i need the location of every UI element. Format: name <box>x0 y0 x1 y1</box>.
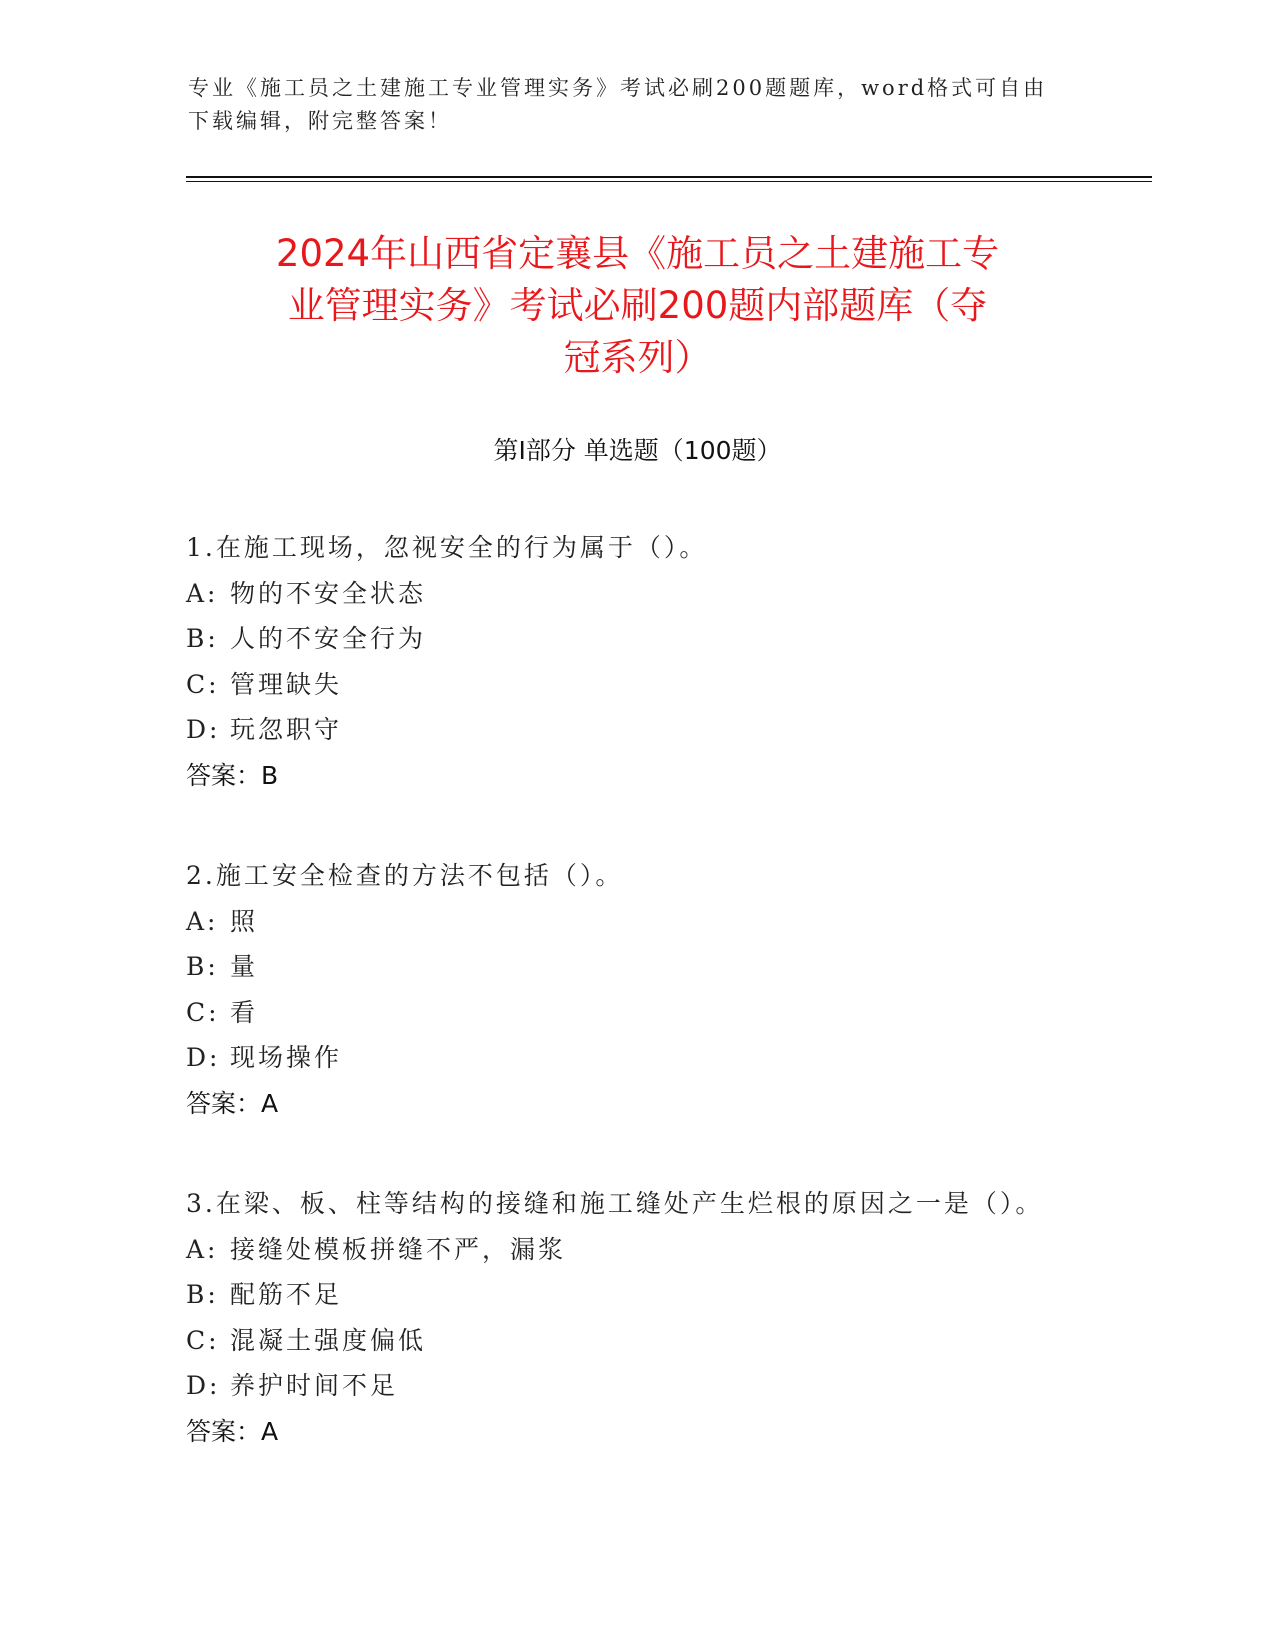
option-text: 混凝土强度偏低 <box>230 1325 427 1355</box>
header-divider-thick <box>186 176 1152 178</box>
header-divider-thin <box>186 181 1152 182</box>
option-key: B: <box>186 624 219 653</box>
option-d <box>186 707 1086 753</box>
option-text: 管理缺失 <box>230 669 343 699</box>
section-heading: 第Ⅰ部分 单选题（100题） <box>493 436 782 465</box>
option-d <box>186 1363 1086 1409</box>
header-note-line-2: 下载编辑，附完整答案！ <box>188 109 452 133</box>
option-c <box>186 990 1086 1036</box>
question-list <box>186 525 1086 1509</box>
option-b <box>186 1272 1086 1318</box>
option-b <box>186 616 1086 662</box>
option-text: 养护时间不足 <box>230 1371 399 1400</box>
option-a <box>186 571 1086 617</box>
answer: 答案：B <box>186 760 279 790</box>
document-title-line-2: 业管理实务》考试必刷200题内部题库（夺 <box>287 284 988 327</box>
answer: 答案：A <box>186 1088 279 1118</box>
option-d <box>186 1035 1086 1081</box>
question-2 <box>186 853 1086 1126</box>
option-key: B: <box>186 1280 219 1309</box>
option-text: 量 <box>230 952 259 981</box>
option-a <box>186 899 1086 945</box>
header-note-line-1: 专业《施工员之土建施工专业管理实务》考试必刷200题题库，word格式可自由 <box>188 76 1048 100</box>
question-stem: 3.在梁、板、柱等结构的接缝和施工缝处产生烂根的原因之一是（）。 <box>186 1189 1044 1218</box>
option-key: D: <box>186 1043 221 1072</box>
option-text: 看 <box>230 997 259 1027</box>
option-key: D: <box>186 715 221 744</box>
option-key: B: <box>186 952 219 981</box>
option-text: 人的不安全行为 <box>230 624 427 653</box>
option-key: C: <box>186 997 220 1027</box>
option-key: A: <box>186 578 219 608</box>
question-stem: 1.在施工现场，忽视安全的行为属于（）。 <box>186 533 708 562</box>
option-text: 照 <box>230 906 259 936</box>
option-key: D: <box>186 1371 221 1400</box>
document-title-line-1: 2024年山西省定襄县《施工员之土建施工专 <box>275 232 1000 275</box>
option-b <box>186 944 1086 990</box>
header-note <box>188 72 1088 138</box>
document-title-line-3: 冠系列） <box>563 336 712 379</box>
answer: 答案：A <box>186 1416 279 1446</box>
option-key: C: <box>186 669 220 699</box>
option-key: A: <box>186 1234 219 1264</box>
option-c <box>186 662 1086 708</box>
option-a <box>186 1227 1086 1273</box>
question-3 <box>186 1181 1086 1454</box>
option-key: A: <box>186 906 219 936</box>
option-text: 玩忽职守 <box>230 715 343 744</box>
option-key: C: <box>186 1325 220 1355</box>
option-text: 现场操作 <box>230 1043 343 1072</box>
question-1 <box>186 525 1086 798</box>
document-title <box>160 228 1115 384</box>
option-text: 物的不安全状态 <box>230 578 427 608</box>
question-stem: 2.施工安全检查的方法不包括（）。 <box>186 861 624 890</box>
option-c <box>186 1318 1086 1364</box>
option-text: 接缝处模板拼缝不严，漏浆 <box>230 1234 567 1264</box>
option-text: 配筋不足 <box>230 1280 343 1309</box>
